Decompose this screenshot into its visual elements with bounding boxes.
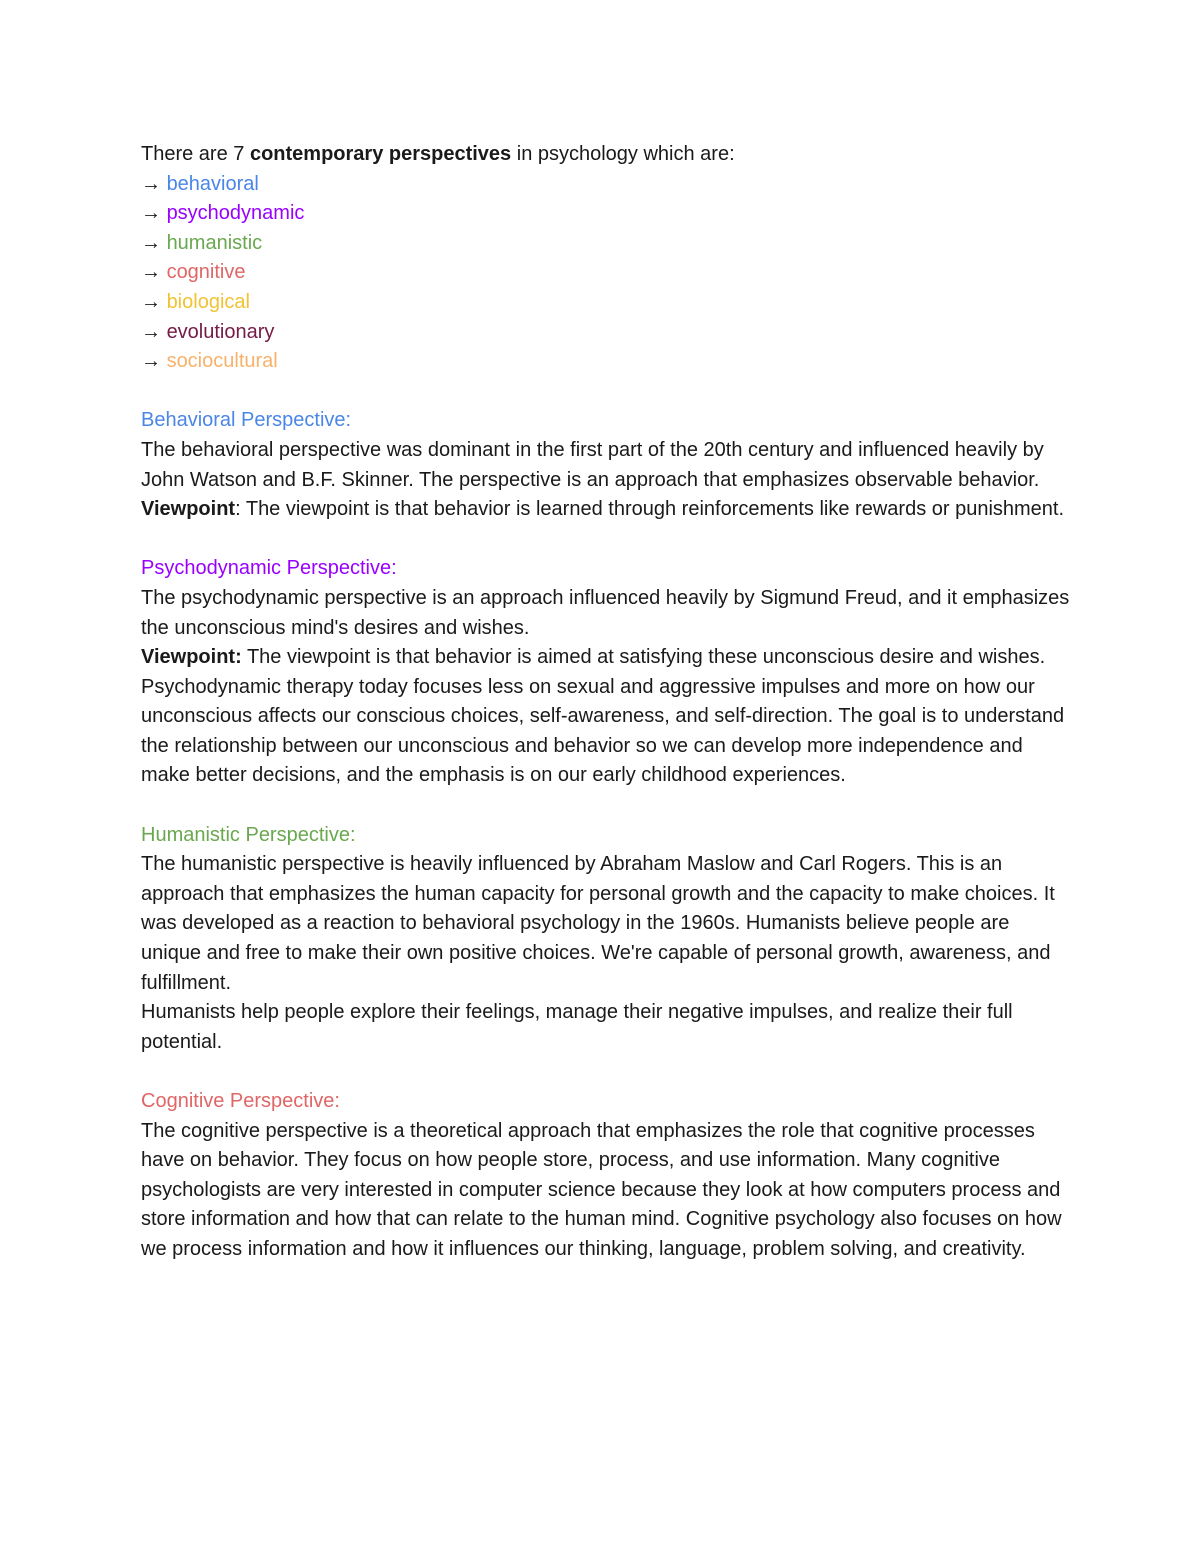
document-page <box>141 140 1071 1265</box>
viewpoint-paragraph <box>141 495 1071 525</box>
arrow-icon: → <box>141 202 161 225</box>
section-heading: Behavioral Perspective: <box>141 409 352 432</box>
list-item <box>141 258 1071 288</box>
section-cognitive <box>141 1087 1071 1265</box>
section-psychodynamic <box>141 554 1071 791</box>
arrow-icon: → <box>141 320 161 343</box>
section-heading: Cognitive Perspective: <box>141 1090 340 1112</box>
list-item-label: cognitive <box>166 261 246 284</box>
viewpoint-label: Viewpoint <box>141 498 236 521</box>
list-item-label: psychodynamic <box>166 202 305 225</box>
section-humanistic <box>141 821 1071 1058</box>
list-item-label: biological <box>166 290 250 313</box>
viewpoint-text: The viewpoint is that behavior is aimed at satisfying these unconscious desire and wishes. <box>241 646 1046 669</box>
list-item-label: sociocultural <box>166 350 278 373</box>
arrow-icon: → <box>141 350 161 373</box>
list-item <box>141 199 1071 229</box>
intro-suffix: in psychology which are: <box>511 143 735 165</box>
section-body: The humanistic perspective is heavily influenced by Abraham Maslow and Carl Rogers. This is an approach that emphasizes the human capacity for personal growth and the capacity to make choices. It was developed as a reaction to behavioral psychology in the 1960s. Humanists believe people are unique and free to make their own positive choices. We're capable of personal growth, awareness, and fulfillment. <box>141 853 1055 994</box>
intro-bold-term: contemporary perspectives <box>249 143 512 165</box>
section-body: The psychodynamic perspective is an approach influenced heavily by Sigmund Freud, and it emphasizes the unconscious mind's desires and wishes. <box>141 586 1070 639</box>
arrow-icon: → <box>141 172 161 195</box>
list-item-label: behavioral <box>166 172 259 195</box>
list-item <box>141 170 1071 200</box>
section-extra: Psychodynamic therapy today focuses less on sexual and aggressive impulses and more on how our unconscious affects our conscious choices, self-awareness, and self-direction. The goal is to understand the relationship between our unconscious and behavior so we can develop more independence and make better decisions, and the emphasis is on our early childhood experiences. <box>141 675 1065 787</box>
section-behavioral <box>141 406 1071 524</box>
intro-line <box>141 140 1071 170</box>
arrow-icon: → <box>141 261 161 284</box>
list-item <box>141 288 1071 318</box>
list-item <box>141 318 1071 348</box>
list-item <box>141 229 1071 259</box>
section-extra: Humanists help people explore their feelings, manage their negative impulses, and realize their full potential. <box>141 1001 1013 1053</box>
section-heading: Psychodynamic Perspective: <box>141 557 397 580</box>
list-item-label: evolutionary <box>166 320 275 343</box>
viewpoint-paragraph <box>141 643 1071 673</box>
section-body: The behavioral perspective was dominant in the first part of the 20th century and influenced heavily by John Watson and B.F. Skinner. The perspective is an approach that emphasizes observable behavior. <box>141 438 1044 491</box>
viewpoint-text: : The viewpoint is that behavior is learned through reinforcements like rewards or punishment. <box>235 498 1065 521</box>
list-item-label: humanistic <box>166 231 263 254</box>
viewpoint-label: Viewpoint: <box>141 646 242 669</box>
perspective-list <box>141 170 1071 377</box>
intro-prefix: There are 7 <box>141 143 250 165</box>
arrow-icon: → <box>141 290 161 313</box>
list-item <box>141 347 1071 377</box>
arrow-icon: → <box>141 231 161 254</box>
section-body: The cognitive perspective is a theoretical approach that emphasizes the role that cognitive processes have on behavior. They focus on how people store, process, and use information. Many cognitive psychologists are very interested in computer science because they look at how computers process and store information and how that can relate to the human mind. Cognitive psychology also focuses on how we process information and how it influences our thinking, language, problem solving, and creativity. <box>141 1119 1062 1260</box>
section-heading: Humanistic Perspective: <box>141 823 356 846</box>
